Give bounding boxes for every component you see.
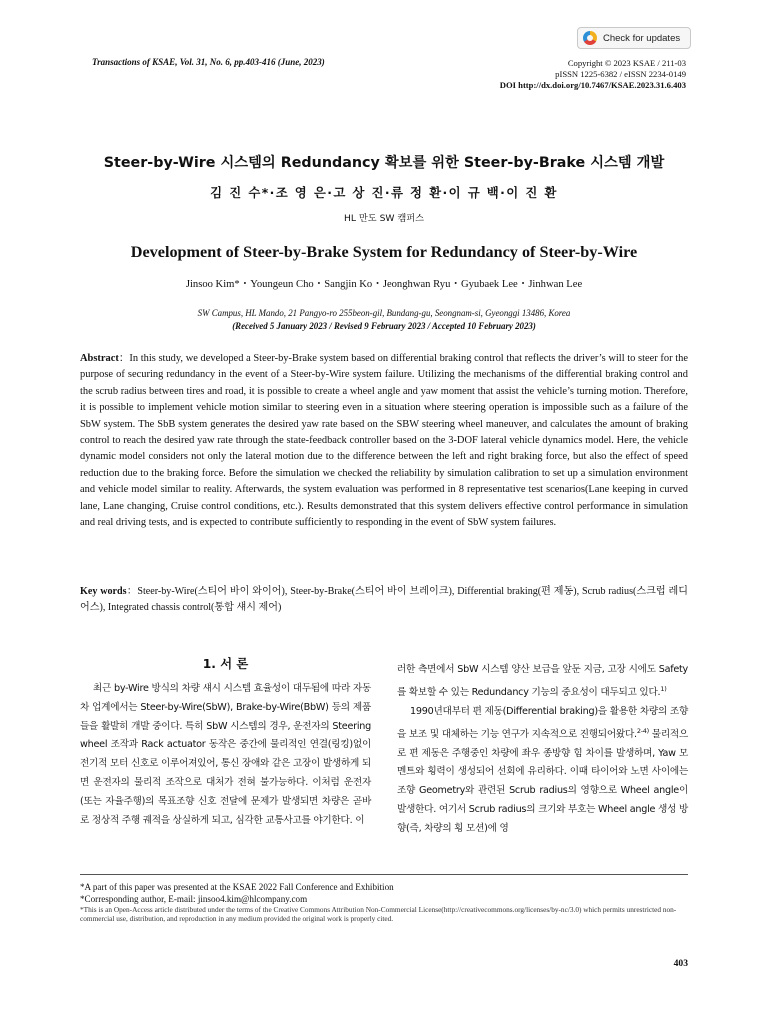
footnote-conference: *A part of this paper was presented at the KSAE 2022 Fall Conference and Exhibition — [80, 882, 394, 892]
footnote-license: *This is an Open-Access article distributed under the terms of the Creative Commons Attribution Non-Commercial License(http://creativecommons.org/licenses/by-nc/3.0) which permits unrestricted non-commercial use, distribution, and reproduction in any medium provided the original work is properly cited. — [80, 905, 677, 924]
copyright-line: Copyright © 2023 KSAE / 211-03 — [567, 58, 686, 68]
paragraph-text: 물리적으로 편 제동은 주행중인 차량에 좌우 종방향 힘 차이를 발생하며, Yaw 모멘트와 횡력이 생성되어 선회에 유리하다. 이때 타이어와 노면 사이에는 조향 Geometry와 관련된 Scrub radius의 영향으로 Wheel angle이 발생한다. 여기서 Scrub radius의 크기와 부호는 Wheel angle 생성 방향(즉, 차량의 횡 모션)에 영 — [397, 728, 688, 834]
english-title: Development of Steer-by-Brake System for Redundancy of Steer-by-Wire — [130, 243, 638, 261]
crossmark-icon — [583, 31, 597, 45]
keywords — [80, 584, 688, 617]
body-column-left — [80, 680, 371, 830]
footnote-corresponding-author: *Corresponding author, E-mail: jinsoo4.kim@hlcompany.com — [80, 893, 308, 904]
korean-title: Steer-by-Wire 시스템의 Redundancy 확보를 위한 Steer-by-Brake 시스템 개발 — [103, 155, 665, 171]
body-paragraph: 최근 by-Wire 방식의 차량 섀시 시스템 효율성이 대두됨에 따라 자동차 업계에서는 Steer-by-Wire(SbW), Brake-by-Wire(BbW) 등의 제품들을 활발히 개발 중이다. 특히 SbW 시스템의 경우, 운전자의 Steering wheel 조작과 Rack actuator 동작은 중간에 물리적인 연결(링킹)없이 전기적 모터 신호로 이루어져있어, 통신 장애와 같은 고장이 발생하게 되면 운전자의 물리적 조작으로 대처가 전혀 불가능하다. 이처럼 운전자(또는 자율주행)의 목표조향 신호 전달에 문제가 발생되면 차량은 곧바로 정상적 주행 궤적을 상실하게 되고, 심각한 교통사고를 야기한다. 이 — [80, 683, 371, 826]
page-number: 403 — [673, 958, 688, 969]
abstract-text: ：In this study, we developed a Steer-by-Brake system based on differential braking control that reflects the driver’s will to steer for the purpose of securing redundancy in the event of a Steer-by-Wire system failure. Utilizing the mechanisms of the differential braking control and the scrub radius between tires and road, it is possible to create a wheel angle and yaw moment that assist the vehicle’s turning motion. Therefore, it is possible to implement vehicle motion similar to steering even in a situation where steering operation is impossible such as a failure of the SbW system. The SbB system generates the desired yaw rate based on the SBW steering wheel maneuver, and calculates the amount of braking control to reach the desired yaw rate through the state-feedback controller based on the 3-DOF lateral vehicle dynamics model. Here, the vehicle dynamic model considers not only the lateral motion due to the difference between the left and right braking force, but also the effect of speed reduction due to the braking force. Before the simulation we checked the reliability by simulation calibration to set up a simulation environment and vehicle model similar to reality. Afterwards, the system evaluation was performed in 8 representative test scenarios(Lane keeping in curved lane, Lane changing, Cruise control conditions, etc.). Results demonstrated that this system delivers effective control performance in simulation and real driving tests, and is expected to contribute sufficiently to responding in the event of SbW system failures. — [80, 353, 688, 529]
body-paragraph — [397, 661, 688, 703]
citation-ref[interactable]: 1) — [660, 684, 667, 693]
check-for-updates-button[interactable] — [577, 27, 691, 49]
footnotes — [80, 882, 688, 924]
body-column-right — [397, 661, 688, 839]
korean-authors: 김 진 수*·조 영 은·고 상 진·류 정 환·이 규 백·이 진 환 — [210, 185, 558, 200]
keywords-text: ：Steer-by-Wire(스티어 바이 와이어), Steer-by-Brake(스티어 바이 브레이크), Differential braking(편 제동), Scrub radius(스크럽 레디어스), Integrated chassis control(통합 섀시 제어) — [80, 586, 688, 614]
keywords-label: Key words — [80, 586, 127, 597]
abstract-label: Abstract — [80, 353, 119, 364]
korean-affiliation: HL 만도 SW 캠퍼스 — [343, 213, 425, 224]
english-authors: Jinsoo Kim*・Youngeun Cho・Sangjin Ko・Jeonghwan Ryu・Gyubaek Lee・Jinhwan Lee — [185, 279, 583, 290]
body-paragraph — [397, 703, 688, 839]
footnote-divider — [80, 874, 688, 875]
journal-reference: Transactions of KSAE, Vol. 31, No. 6, pp.403-416 (June, 2023) — [92, 57, 325, 67]
english-affiliation: SW Campus, HL Mando, 21 Pangyo-ro 255beon-gil, Bundang-gu, Seongnam-si, Gyeonggi 13486, Korea — [197, 308, 571, 318]
citation-ref[interactable]: 2-4) — [636, 726, 649, 735]
abstract — [80, 351, 688, 531]
issn-line: pISSN 1225-6382 / eISSN 2234-0149 — [555, 69, 686, 79]
received-dates: (Received 5 January 2023 / Revised 9 February 2023 / Accepted 10 February 2023) — [232, 321, 536, 331]
section-heading: 1. 서 론 — [202, 657, 249, 671]
paragraph-text: 1990년대부터 편 제동(Differential braking)을 활용한 차량의 조향을 보조 및 대체하는 기능 연구가 지속적으로 진행되어왔다. — [397, 705, 688, 740]
paragraph-text: 러한 측면에서 SbW 시스템 양산 보급을 앞둔 지금, 고장 시에도 Safety를 확보할 수 있는 Redundancy 기능의 중요성이 대두되고 있다. — [397, 664, 688, 699]
doi-link[interactable]: DOI http://dx.doi.org/10.7467/KSAE.2023.31.6.403 — [499, 80, 686, 90]
copyright-block — [426, 58, 686, 91]
check-for-updates-label: Check for updates — [603, 32, 681, 44]
